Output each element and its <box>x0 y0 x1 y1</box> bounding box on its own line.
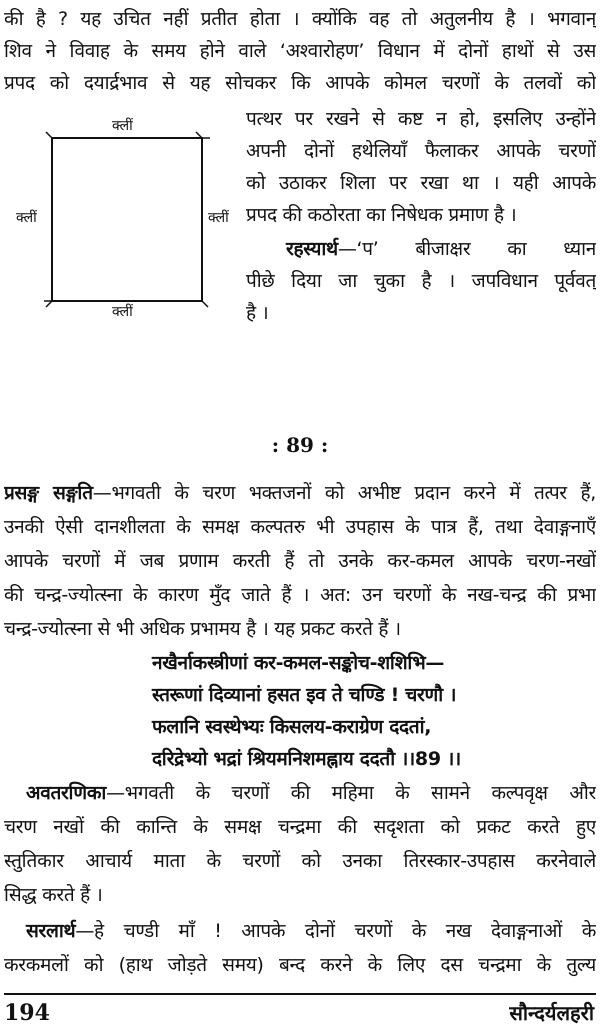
yantra-diagram <box>0 112 240 332</box>
prasang-line <box>4 478 596 508</box>
saralartha-line <box>4 916 596 946</box>
text-line: अपनी दोनों हथेलियाँ फैलाकर आपके चरणों <box>246 140 596 162</box>
prasang-label: प्रसङ्ग सङ्गति <box>4 482 93 504</box>
saralartha-text: —हे चण्डी माँ ! आपके दोनों चरणों के नख देवाङ्गनाओं के <box>75 920 596 942</box>
rahasyartha-line <box>246 234 596 264</box>
avatarnika-line <box>4 778 596 808</box>
verse-line: दरिद्रेभ्यो भद्रां श्रियमनिशमह्नाय ददतौ ।।89 ।। <box>152 748 461 770</box>
rahasyartha-label: रहस्यार्थ <box>286 238 338 260</box>
verse-line: नखैर्नाकस्त्रीणां कर-कमल-सङ्कोच-शशिभि— <box>152 652 445 674</box>
text-line: पत्थर पर रखने से कष्ट न हो, इसलिए उन्होंने <box>246 108 596 130</box>
text-line: है । <box>246 302 269 324</box>
text-line: चन्द्र-ज्योत्स्ना से भी अधिक प्रभामय है । यह प्रकट करते हैं । <box>4 618 401 640</box>
verse-line: फलानि स्वस्थेभ्यः किसलय-कराग्रेण ददतां, <box>152 716 432 738</box>
text-line: प्रपद को दयार्द्रभाव से यह सोचकर कि आपके कोमल चरणों के तलवों को <box>4 72 596 94</box>
avatarnika-label: अवतरणिका <box>26 782 107 804</box>
text-line: उनकी ऐसी दानशीलता के समक्ष कल्पतरु भी उपहास के पात्र हैं, तथा देवाङ्गनाएँ <box>4 516 596 538</box>
verse-line: स्तरूणां दिव्यानां हसत इव ते चण्डि ! चरणौ । <box>152 684 457 706</box>
text-line: को उठाकर शिला पर रखा था । यही आपके <box>246 172 596 194</box>
footer-divider <box>4 993 596 995</box>
rahasyartha-text: —‘प’ बीजाक्षर का ध्यान <box>337 238 596 260</box>
text-line: की है ? यह उचित नहीं प्रतीत होता । क्योंकि वह तो अतुलनीय है । भगवान् <box>4 8 596 30</box>
page-number: 194 <box>4 1000 50 1026</box>
text-line: स्तुतिकार आचार्य माता के चरणों को उनका तिरस्कार-उपहास करनेवाले <box>4 850 596 872</box>
text-line: करकमलों को (हाथ जोड़ते समय) बन्द करने के लिए दस चन्द्रमा के तुल्य <box>4 954 596 976</box>
text-line: पीछे दिया जा चुका है । जपविधान पूर्ववत् <box>246 270 596 292</box>
avatarnika-text: —भगवती के चरणों की महिमा के सामने कल्पवृक्ष और <box>106 782 596 804</box>
saralartha-label: सरलार्थ <box>26 920 76 942</box>
text-line: प्रपद की कठोरता का निषेधक प्रमाण है । <box>246 204 517 226</box>
klim-label-right: क्लीं <box>208 210 229 226</box>
text-line: की चन्द्र-ज्योत्स्ना के कारण मुँद जाते हैं । अत: उन चरणों के नख-चन्द्र की प्रभा <box>4 584 596 606</box>
klim-label-bottom: क्लीं <box>112 304 133 320</box>
book-title: सौन्दर्यलहरी <box>509 1001 594 1025</box>
text-line: शिव ने विवाह के समय होने वाले ‘अश्वारोहण’ विधान में दोनों हाथों से उस <box>4 40 596 62</box>
klim-label-left: क्लीं <box>16 210 37 226</box>
text-line: सिद्ध करते हैं । <box>4 884 103 906</box>
section-number: : 89 : <box>271 433 329 457</box>
klim-label-top: क्लीं <box>112 118 133 134</box>
text-line: चरण नखों की कान्ति के समक्ष चन्द्रमा की सदृशता को प्रकट करते हुए <box>4 816 596 838</box>
prasang-text: —भगवती के चरण भक्तजनों को अभीष्ट प्रदान करने में तत्पर हैं, <box>92 482 596 504</box>
text-line: आपके चरणों में जब प्रणाम करती हैं तो उनके कर-कमल आपके चरण-नखों <box>4 550 596 572</box>
